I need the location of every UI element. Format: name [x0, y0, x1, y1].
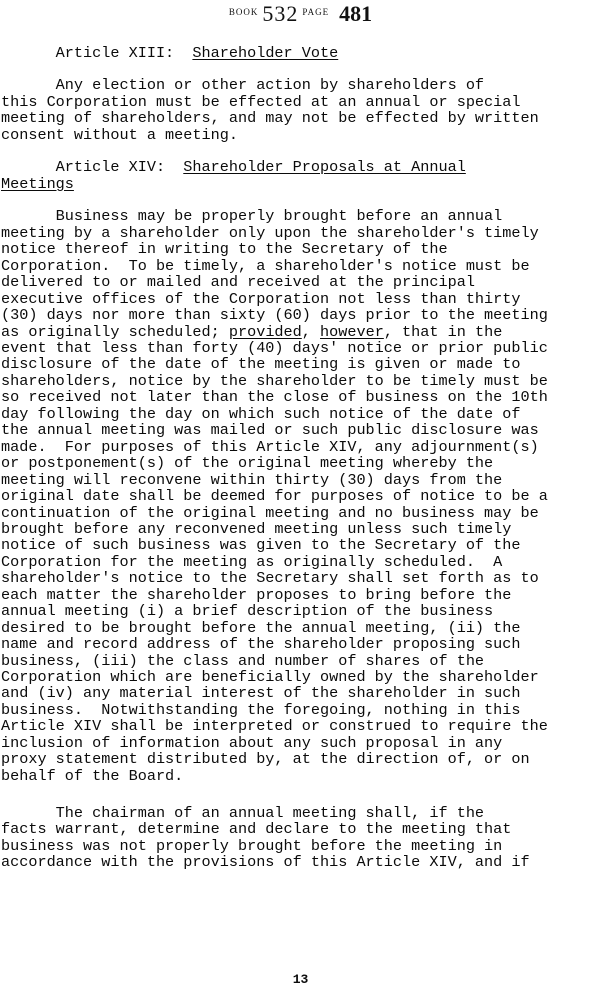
text-line: shareholder's notice to the Secretary shall set forth as to	[1, 569, 539, 588]
text-line: consent without a meeting.	[1, 126, 238, 144]
provided-line-prefix: as originally scheduled;	[1, 322, 229, 341]
text-line: Any election or other action by shareholders of	[1, 76, 485, 94]
article-xiv-heading	[1, 159, 466, 175]
text-line: notice thereof in writing to the Secretary of the	[1, 240, 448, 258]
page-number: 13	[292, 972, 309, 987]
book-number: 532	[262, 1, 299, 26]
article-xiv-label: Article XIV:	[1, 158, 184, 176]
text-line: (30) days nor more than sixty (60) days prior to the meeting	[1, 306, 548, 324]
article-xiv-title-cont: Meetings	[1, 175, 74, 193]
text-line-provided-however	[1, 324, 502, 340]
however-word: however	[320, 322, 384, 341]
text-line: The chairman of an annual meeting shall, if the	[1, 804, 485, 822]
provided-line-suffix: , that in the	[383, 322, 503, 341]
book-page-stamp	[0, 1, 601, 27]
text-line: delivered to or mailed and received at the principal	[1, 273, 475, 291]
text-line: behalf of the Board.	[1, 766, 184, 785]
text-line: name and record address of the shareholder proposing such	[1, 635, 521, 654]
article-xiii-title: Shareholder Vote	[192, 44, 339, 62]
text-line: Article XIV shall be interpreted or construed to require the	[1, 717, 548, 736]
text-line: Business may be properly brought before an annual	[1, 207, 503, 225]
provided-line-sep: ,	[301, 322, 321, 341]
text-line: this Corporation must be effected at an annual or special	[1, 93, 521, 111]
text-line: shareholders, notice by the shareholder to be timely must be	[1, 371, 548, 390]
text-line: disclosure of the date of the meeting is given or made to	[1, 355, 521, 374]
text-line: business. Notwithstanding the foregoing, nothing in this	[1, 700, 521, 719]
page-label: PAGE	[302, 7, 330, 17]
text-line: desired to be brought before the annual meeting, (ii) the	[1, 618, 521, 637]
article-xiv-title: Shareholder Proposals at Annual	[183, 158, 466, 176]
text-line: inclusion of information about any such proposal in any	[1, 733, 503, 752]
text-line: annual meeting (i) a brief description of the business	[1, 602, 494, 621]
text-line: meeting will reconvene within thirty (30) days from the	[1, 470, 503, 489]
text-line: so received not later than the close of business on the 10th	[1, 388, 548, 407]
text-line: event that less than forty (40) days' notice or prior public	[1, 339, 548, 357]
text-line: accordance with the provisions of this Article XIV, and if	[1, 853, 530, 872]
text-line: and (iv) any material interest of the shareholder in such	[1, 684, 521, 703]
text-line: made. For purposes of this Article XIV, any adjournment(s)	[1, 437, 539, 456]
provided-word: provided	[228, 322, 302, 341]
text-line: meeting of shareholders, and may not be effected by written	[1, 109, 539, 127]
article-xiv-heading-cont	[1, 176, 74, 192]
text-line: original date shall be deemed for purposes of notice to be a	[1, 487, 548, 506]
text-line: meeting by a shareholder only upon the shareholder's timely	[1, 223, 539, 242]
text-line: business, (iii) the class and number of shares of the	[1, 651, 485, 670]
text-line: each matter the shareholder proposes to bring before the	[1, 585, 512, 604]
text-line: facts warrant, determine and declare to the meeting that	[1, 820, 512, 839]
text-line: executive offices of the Corporation not less than thirty	[1, 289, 521, 308]
text-line: continuation of the original meeting and no business may be	[1, 503, 539, 522]
book-label: BOOK	[228, 7, 259, 17]
text-line: day following the day on which such notice of the date of	[1, 404, 521, 423]
text-line: the annual meeting was mailed or such public disclosure was	[1, 421, 539, 440]
article-xiii-label: Article XIII:	[1, 44, 193, 62]
article-xiii-heading	[1, 45, 338, 61]
text-line: or postponement(s) of the original meeting whereby the	[1, 454, 494, 473]
stamp-page-number: 481	[339, 1, 373, 26]
text-line: Corporation for the meeting as originally scheduled. A	[1, 552, 503, 571]
text-line: notice of such business was given to the Secretary of the	[1, 536, 521, 555]
text-line: brought before any reconvened meeting unless such timely	[1, 519, 512, 538]
text-line: Corporation which are beneficially owned by the shareholder	[1, 668, 539, 686]
text-line: business was not properly brought before the meeting in	[1, 836, 503, 855]
text-line: Corporation. To be timely, a shareholder's notice must be	[1, 256, 530, 275]
text-line: proxy statement distributed by, at the direction of, or on	[1, 750, 530, 769]
